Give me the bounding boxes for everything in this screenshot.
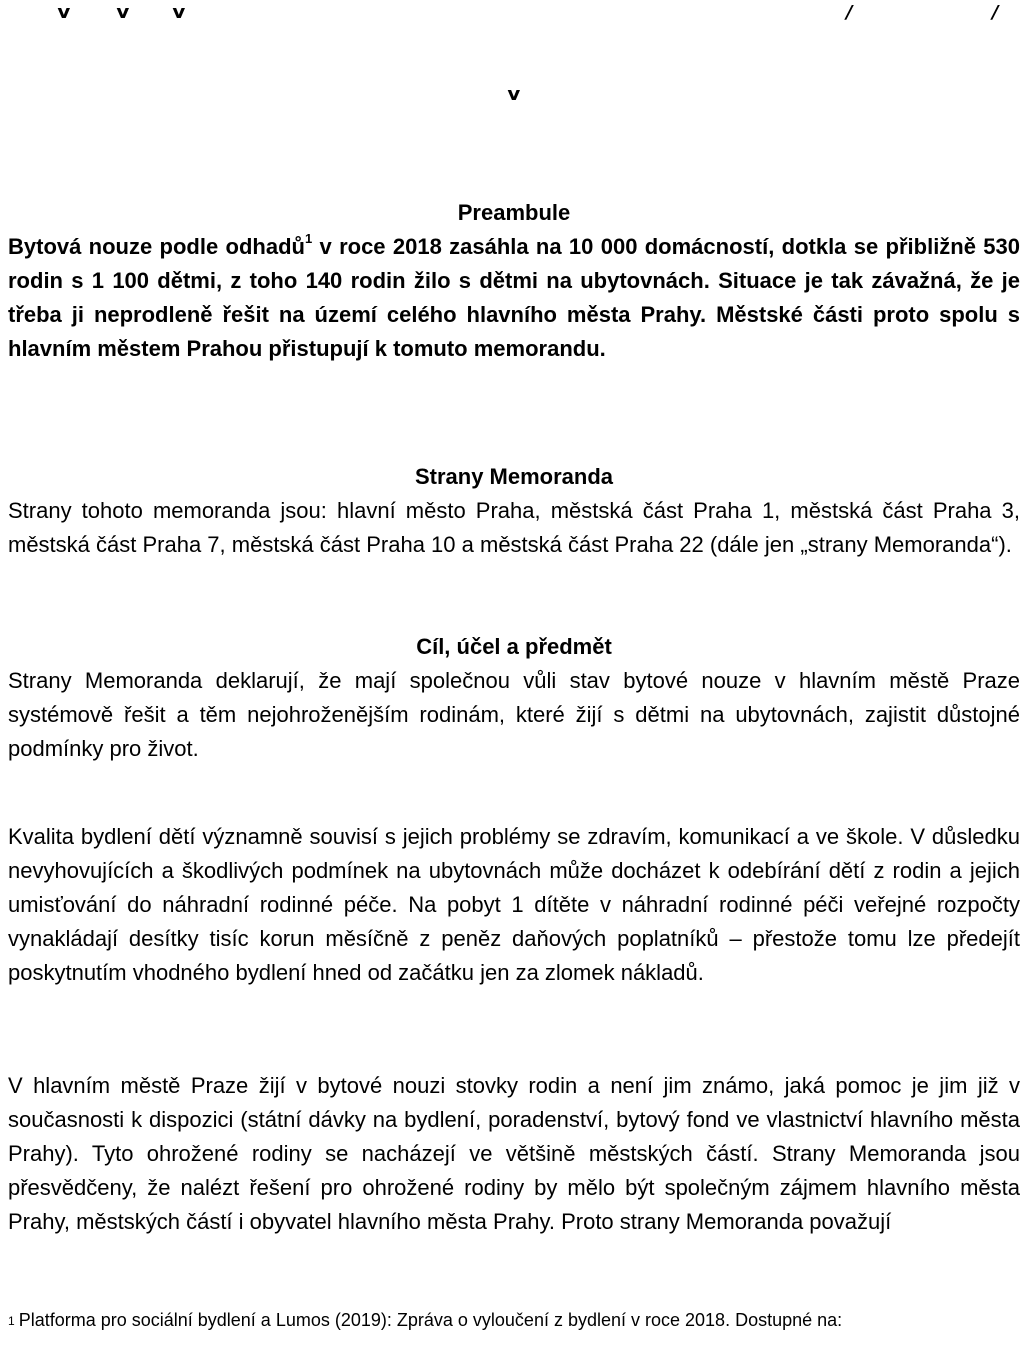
scan-mark: v [57,2,71,23]
goal-heading: Cíl, účel a předmět [416,634,612,659]
scan-mark: / [846,2,853,23]
preamble-text-start: Bytová nouze podle odhadů [8,234,305,259]
footnote-number: 1 [8,1314,15,1328]
footnote-text: Platforma pro sociální bydlení a Lumos (2019): Zpráva o vyloučení z bydlení v roce 2018. Dostupné na: [18,1310,843,1330]
footnote-reference: 1 [304,231,313,246]
preamble-paragraph [8,230,1020,366]
footnote [8,1309,1016,1332]
goal-section [8,630,1020,766]
scan-mark: / [992,2,999,23]
preamble-heading: Preambule [457,200,571,225]
quality-paragraph: Kvalita bydlení dětí významně souvisí s jejich problémy se zdravím, komunikací a ve škole. V důsledku nevyhovujících a škodlivých podmínek na ubytovnách může docházet k odebírání dětí z rodin a jejich umisťování do náhradní rodinné péče. Na pobyt 1 dítěte v náhradní rodinné péči veřejné rozpočty vynakládají desítky tisíc korun měsíčně z peněz daňových poplatníků – přestože tomu lze předejít poskytnutím vhodného bydlení hned od začátku jen za zlomek nákladů. [8,824,1020,985]
families-section [8,1069,1020,1239]
scan-mark: v [116,2,130,23]
parties-heading: Strany Memoranda [414,464,614,489]
parties-section [8,460,1020,562]
goal-paragraph: Strany Memoranda deklarují, že mají společnou vůli stav bytové nouze v hlavním městě Praze systémově řešit a těm nejohroženějším rodinám, které žijí s dětmi na ubytovnách, zajistit důstojné podmínky pro život. [8,668,1020,761]
preamble-section [8,196,1020,366]
parties-paragraph: Strany tohoto memoranda jsou: hlavní město Praha, městská část Praha 1, městská část Praha 3, městská část Praha 7, městská část Praha 10 a městská část Praha 22 (dále jen „strany Memoranda“). [8,498,1020,557]
preamble-text-end: v roce 2018 zasáhla na 10 000 domácností, dotkla se přibližně 530 rodin s 1 100 dětmi, z toho 140 rodin žilo s dětmi na ubytovnách. Situace je tak závažná, že je třeba ji neprodleně řešit na území celého hlavního města Prahy. Městské části proto spolu s hlavním městem Prahou přistupují k tomuto memorandu. [8,234,1021,361]
families-paragraph: V hlavním městě Praze žijí v bytové nouzi stovky rodin a není jim známo, jaká pomoc je jim již v současnosti k dispozici (státní dávky na bydlení, poradenství, bytový fond ve vlastnictví hlavního města Prahy). Tyto ohrožené rodiny se nacházejí ve většině městských částí. Strany Memoranda jsou přesvědčeny, že nalézt řešení pro ohrožené rodiny by mělo být společným zájmem hlavního města Prahy, městských částí i obyvatel hlavního města Prahy. Proto strany Memoranda považují [8,1073,1020,1234]
scan-mark: v [172,2,186,23]
scan-mark: v [507,84,521,105]
quality-section [8,820,1020,990]
